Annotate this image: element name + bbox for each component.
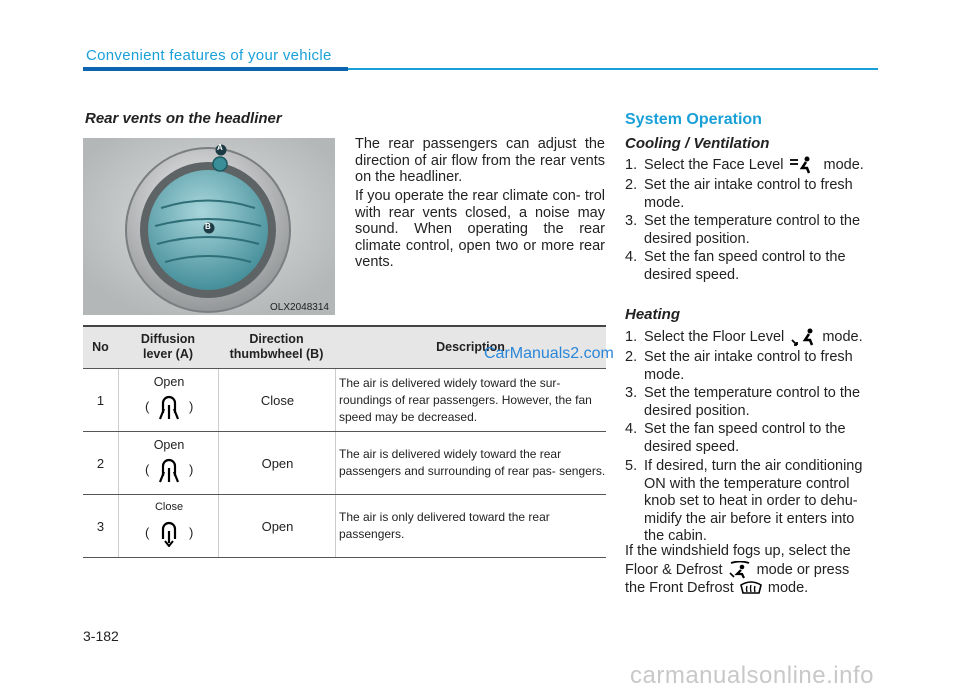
row-no: 3 — [96, 518, 105, 534]
heating-step-2: 2. Set the air intake control to fresh mode. — [625, 349, 853, 383]
row-description: The air is delivered widely toward the sur- roundings of rear passengers. However, the fan speed may be decreased. — [335, 369, 606, 431]
callout-a: A — [217, 143, 223, 152]
row-no: 1 — [96, 392, 105, 408]
photo-code: OLX2048314 — [270, 302, 329, 313]
row-direction: Open — [218, 432, 336, 494]
section-title: System Operation — [625, 111, 762, 128]
heating-step-1: 1. Select the Floor Level mode. — [625, 328, 863, 345]
watermark: CarManuals2.com — [484, 345, 614, 362]
header-direction: Direction thumbwheel (B) — [229, 332, 324, 361]
heating-step-5: 5. If desired, turn the air conditioning ON with the temperature control knob set to heat in order to dehu- midify the air before it enters into the cabin. — [625, 458, 863, 544]
cooling-step-1: 1. Select the Face Level mode. — [625, 156, 864, 173]
row-lever — [118, 432, 219, 494]
header-description: Description — [436, 340, 505, 354]
row-direction: Open — [218, 495, 336, 557]
floor-level-icon — [788, 328, 818, 346]
footer-watermark: carmanualsonline.info — [630, 662, 874, 689]
paragraph-1: The rear passengers can adjust the direction of air flow from the rear vents on the headliner. — [355, 136, 605, 185]
cooling-step-3: 3. Set the temperature control to the desired position. — [625, 213, 861, 247]
cooling-title: Cooling / Ventilation — [625, 135, 770, 152]
cooling-step-4: 4. Set the fan speed control to the desired speed. — [625, 249, 846, 283]
heating-step-3: 3. Set the temperature control to the desired position. — [625, 385, 861, 419]
narrow-airflow-icon — [149, 519, 189, 547]
face-level-icon — [787, 156, 819, 174]
row-lever — [118, 369, 219, 431]
table-row — [83, 494, 606, 557]
heating-step-4: 4. Set the fan speed control to the desired speed. — [625, 421, 846, 455]
row-description: The air is only delivered toward the rear passengers. — [335, 495, 606, 557]
paren-open: ( — [145, 525, 150, 540]
header-lever: Diffusion lever (A) — [140, 332, 196, 361]
lever-state: Open — [153, 375, 185, 389]
paren-close: ) — [189, 399, 194, 414]
callout-b: B — [205, 222, 211, 231]
table-row — [83, 368, 606, 431]
table-bottom-rule — [83, 557, 606, 558]
cooling-step-2: 2. Set the air intake control to fresh mode. — [625, 177, 853, 211]
heating-title: Heating — [625, 306, 681, 323]
header-no: No — [92, 340, 109, 354]
paren-open: ( — [145, 399, 150, 414]
row-lever — [118, 495, 219, 557]
row-direction: Close — [218, 369, 336, 431]
wide-airflow-icon — [149, 393, 189, 421]
floor-defrost-icon — [727, 561, 753, 579]
header-bar — [83, 67, 348, 71]
row-no: 2 — [96, 455, 105, 471]
paren-close: ) — [189, 525, 194, 540]
subsection-title: Rear vents on the headliner — [85, 110, 282, 127]
section-header: Convenient features of your vehicle — [86, 47, 332, 64]
page-number: 3-182 — [83, 628, 119, 644]
paragraph-2: If you operate the rear climate con- trol with rear vents closed, a noise may sound. When operating the rear climate control, open two or more rear vents. — [355, 188, 605, 270]
paren-open: ( — [145, 462, 150, 477]
front-defrost-icon — [738, 579, 764, 597]
defrost-note: If the windshield fogs up, select the Floor & Defrost mode or press the Front Defrost mode. — [625, 543, 851, 596]
paren-close: ) — [189, 462, 194, 477]
wide-airflow-icon — [149, 456, 189, 484]
row-description: The air is delivered widely toward the rear passengers and surrounding of rear pas- sengers. — [335, 432, 606, 494]
lever-state: Open — [153, 438, 185, 452]
lever-state: Close — [154, 501, 184, 513]
vent-photo — [83, 138, 335, 315]
header-rule — [348, 68, 878, 70]
table-row — [83, 431, 606, 494]
